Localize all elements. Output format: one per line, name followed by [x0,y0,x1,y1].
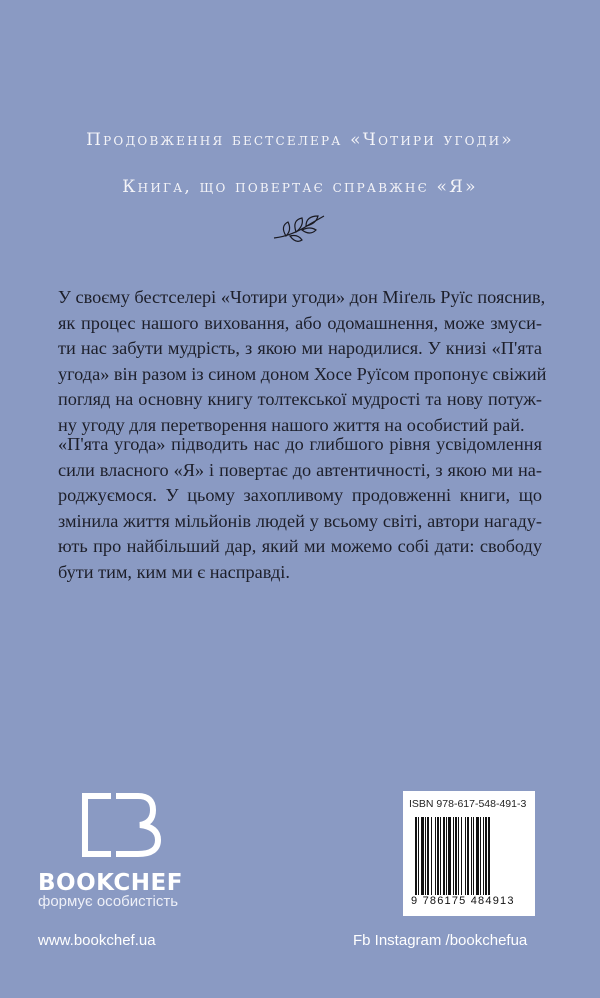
barcode-bar [465,817,466,895]
barcode-bar [476,817,479,895]
barcode-bar [453,817,454,895]
leaf-ornament-icon [272,214,328,244]
tagline-sequel: Продовження бестселера «Чотири угоди» [86,130,514,150]
text-line: угода» він разом із сином доном Хосе Руїсом пропонує свіжий [58,363,547,384]
description-paragraph-2 [58,432,542,585]
ean-number: 9 786175 484913 [411,895,515,907]
barcode-bar [480,817,481,895]
barcode-bar [418,817,419,895]
tagline-book: Книга, що повертає справжнє «Я» [122,177,478,197]
barcode-bar [425,817,426,895]
text-line: роджуємося. У цьому захопливому продовженні книги, що [58,485,542,505]
text-line: бути тим, ким ми є насправді. [58,561,290,582]
barcode-icon [411,817,527,897]
text-line: ють про найбільший дар, який ми можемо собі дати: свободу [58,536,542,556]
bookchef-logo-icon [38,790,168,860]
text-line: У своєму бестселері «Чотири угоди» дон Міґель Руїс пояснив, [58,287,546,307]
barcode-bar [437,817,439,895]
text-line: як процес нашого виховання, або одомашнення, може змуси- [58,312,542,333]
barcode-bar [440,817,441,895]
barcode-bar [467,817,469,895]
barcode-bar [448,817,451,895]
barcode-bar [435,817,436,895]
text-line: «П'ята угода» підводить нас до глибшого рівня усвідомлення [58,434,542,454]
publisher-name: BOOKCHEF [38,870,183,896]
publisher-website: www.bookchef.ua [38,932,156,949]
barcode-bar [446,817,447,895]
barcode-bar [483,817,484,895]
barcode-box [403,791,535,916]
barcode-bar [471,817,472,895]
barcode-bar [431,817,432,895]
publisher-slogan: формує особистість [38,893,179,910]
barcode-bar [415,817,417,895]
description-paragraph-1 [58,285,547,438]
text-line: ти нас забути мудрість, з якою ми народилися. У книзі «П'ята [58,338,542,358]
barcode-bar [461,817,462,895]
barcode-bar [455,817,457,895]
barcode-bar [488,817,490,895]
barcode-bar [473,817,474,895]
text-line: змінила життя мільйонів людей у всьому світі, автори нагаду- [58,510,542,531]
barcode-bar [485,817,487,895]
barcode-bar [458,817,459,895]
barcode-bar [427,817,429,895]
text-line: сили власного «Я» і повертає до автентичності, з якою ми на- [58,459,542,480]
text-line: погляд на основну книгу толтекської мудрості та нову потуж- [58,389,542,409]
isbn-number: ISBN 978-617-548-491-3 [409,798,527,810]
text-line: ну угоду для перетворення нашого життя на особистий рай. [58,414,525,435]
barcode-bar [421,817,424,895]
barcode-bar [443,817,445,895]
publisher-social: Fb Instagram /bookchefua [353,932,528,949]
